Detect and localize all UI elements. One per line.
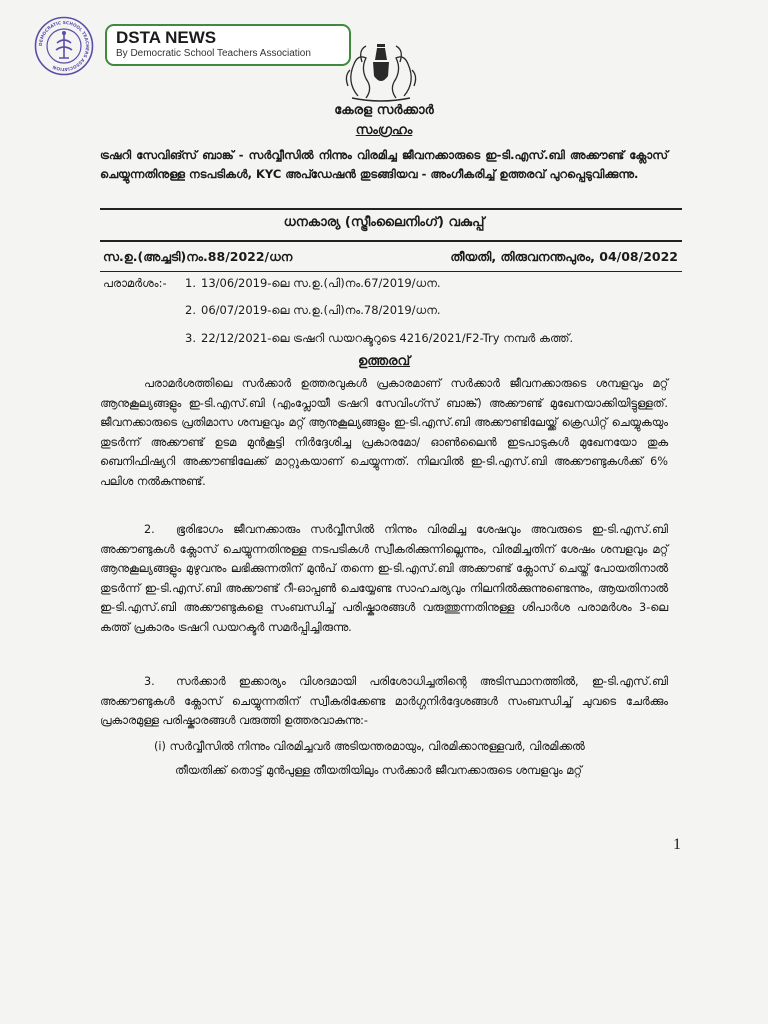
paragraph-number: 3.: [144, 675, 155, 688]
paragraph-text: സർക്കാർ ഇക്കാര്യം വിശദമായി പരിശോധിച്ചതിന്റെ അടിസ്ഥാനത്തിൽ, ഇ-ടി.എസ്.ബി അക്കൗണ്ടുകൾ ക്ലോസ് ചെയ്യുന്നതിന് സ്വീകരിക്കേണ്ട മാർഗ്ഗനിർദ്ദേശങ്ങൾ സംബന്ധിച്ച് ചുവടെ ചേർക്കും പ്രകാരമുള്ള പരിഷ്കാരങ്ങൾ വരുത്തി ഉത്തരവാകുന്നു:-: [100, 675, 668, 727]
order-item-i-line-2: തീയതിക്ക് തൊട്ട് മുൻപുള്ള തീയതിയിലും സർക്കാർ ജീവനക്കാരുടെ ശമ്പളവും മറ്റ്: [175, 764, 582, 777]
order-paragraph-1: പരാമർശത്തിലെ സർക്കാർ ഉത്തരവുകൾ പ്രകാരമാണ് സർക്കാർ ജീവനക്കാരുടെ ശമ്പളവും മറ്റ് ആനുകൂല്യങ്ങളും ഇ-ടി.എസ്.ബി (എംപ്ലോയീ ട്രഷറി സേവിംഗ്സ് ബാങ്ക്) അക്കൗണ്ട് മുഖേനയാക്കിയിട്ടുള്ളത്. ജീവനക്കാരുടെ പ്രതിമാസ ശമ്പളവും മറ്റ് ആനുകൂല്യങ്ങളും ഇ-ടി.എസ്.ബി അക്കൗണ്ടിലേയ്ക്ക് ക്രെഡിറ്റ് ചെയ്യുകയും തുടർന്ന് അക്കൗണ്ട് ഉടമ മുൻകൂട്ടി നിർദ്ദേശിച്ച പ്രകാരമോ/ ഓൺലൈൻ ഇടപാടുകൾ മുഖേനയോ തുക ബെനിഫിഷ്യറി അക്കൗണ്ടിലേക്ക് മാറ്റുകയാണ് ചെയ്യുന്നത്. നിലവിൽ ഇ-ടി.എസ്.ബി അക്കൗണ്ടുകൾക്ക് 6% പലിശ നൽകുന്നുണ്ട്.: [100, 377, 668, 488]
news-subtitle: By Democratic School Teachers Association: [116, 48, 311, 59]
order-paragraph-2: [100, 520, 668, 637]
page-number: 1: [673, 836, 681, 853]
reference-text: 22/12/2021-ലെ ട്രഷറി ഡയറക്ടറുടെ 4216/2021/F2-Try നമ്പർ കത്ത്.: [201, 331, 574, 345]
reference-number: 1.: [185, 276, 196, 290]
reference-text: 13/06/2019-ലെ സ.ഉ.(പി)നം.67/2019/ധന.: [201, 276, 441, 290]
dsta-news-banner: [105, 24, 351, 66]
order-heading: ഉത്തരവ്: [357, 354, 411, 369]
references-label: പരാമർശം:-: [103, 276, 167, 290]
government-heading: കേരള സർക്കാർ: [334, 103, 434, 118]
department-heading: ധനകാര്യ (സ്ട്രീംലൈനിംഗ്) വകുപ്പ്: [283, 215, 485, 230]
reference-number: 2.: [185, 303, 196, 317]
paragraph-text: ഭൂരിഭാഗം ജീവനക്കാരും സർവ്വീസിൽ നിന്നും വിരമിച്ച ശേഷവും അവരുടെ ഇ-ടി.എസ്.ബി അക്കൗണ്ടുകൾ ക്ലോസ് ചെയ്യുന്നതിനുള്ള നടപടികൾ സ്വീകരിക്കുന്നില്ലെന്നും, വിരമിച്ചതിന് ശേഷം ശമ്പളവും മറ്റ് ആനുകൂല്യങ്ങളും മുഴുവനും ലഭിക്കുന്നതിന് മുൻപ് തന്നെ ഇ-ടി.എസ്.ബി അക്കൗണ്ട് ക്ലോസ് ചെയ്ത് പോയതിനാൽ തുടർന്ന് ഇ-ടി.എസ്.ബി അക്കൗണ്ട് റീ-ഓപ്പൺ ചെയ്യേണ്ട സാഹചര്യവും നിലനിൽക്കുന്നുണ്ടെന്നും, ആയതിനാൽ ഇ-ടി.എസ്.ബി അക്കൗണ്ടുകളെ സംബന്ധിച്ച് പരിഷ്കാരങ്ങൾ വരുത്തുന്നതിനുള്ള ശിപാർശ പരാമർശം 3-ലെ കത്ത് പ്രകാരം ട്രഷറി ഡയറക്ടർ സമർപ്പിച്ചിരുന്നു.: [100, 523, 668, 634]
association-seal-logo: [34, 16, 94, 76]
divider-line: [100, 271, 682, 272]
divider-line: [100, 240, 682, 242]
order-date: തീയതി, തിരുവനന്തപുരം, 04/08/2022: [450, 249, 678, 264]
order-number: സ.ഉ.(അച്ചടി)നം.88/2022/ധന: [103, 249, 293, 264]
order-subject: ട്രഷറി സേവിങ്സ് ബാങ്ക് - സർവ്വീസിൽ നിന്നും വിരമിച്ച ജീവനക്കാരുടെ ഇ-ടി.എസ്.ബി അക്കൗണ്ട് ക്ലോസ് ചെയ്യുന്നതിനുള്ള നടപടികൾ, KYC അപ്ഡേഷൻ തുടങ്ങിയവ - അംഗീകരിച്ച് ഉത്തരവ് പുറപ്പെടുവിക്കുന്നു.: [100, 148, 668, 181]
paragraph-number: 2.: [144, 523, 155, 536]
abstract-heading: സംഗ്രഹം: [355, 123, 413, 138]
reference-number: 3.: [185, 331, 196, 345]
divider-line: [100, 208, 682, 210]
order-item-i-line-1: (i) സർവ്വീസിൽ നിന്നും വിരമിച്ചവർ അടിയന്തരമായും, വിരമിക്കാനുള്ളവർ, വിരമിക്കൽ: [154, 740, 585, 753]
news-title: DSTA NEWS: [116, 28, 217, 47]
order-paragraph-3: [100, 672, 668, 731]
state-emblem-icon: [336, 40, 426, 104]
reference-text: 06/07/2019-ലെ സ.ഉ.(പി)നം.78/2019/ധന.: [201, 303, 441, 317]
seal-ring-text: DEMOCRATIC SCHOOL TEACHERS ASSOCIATION: [38, 20, 90, 72]
